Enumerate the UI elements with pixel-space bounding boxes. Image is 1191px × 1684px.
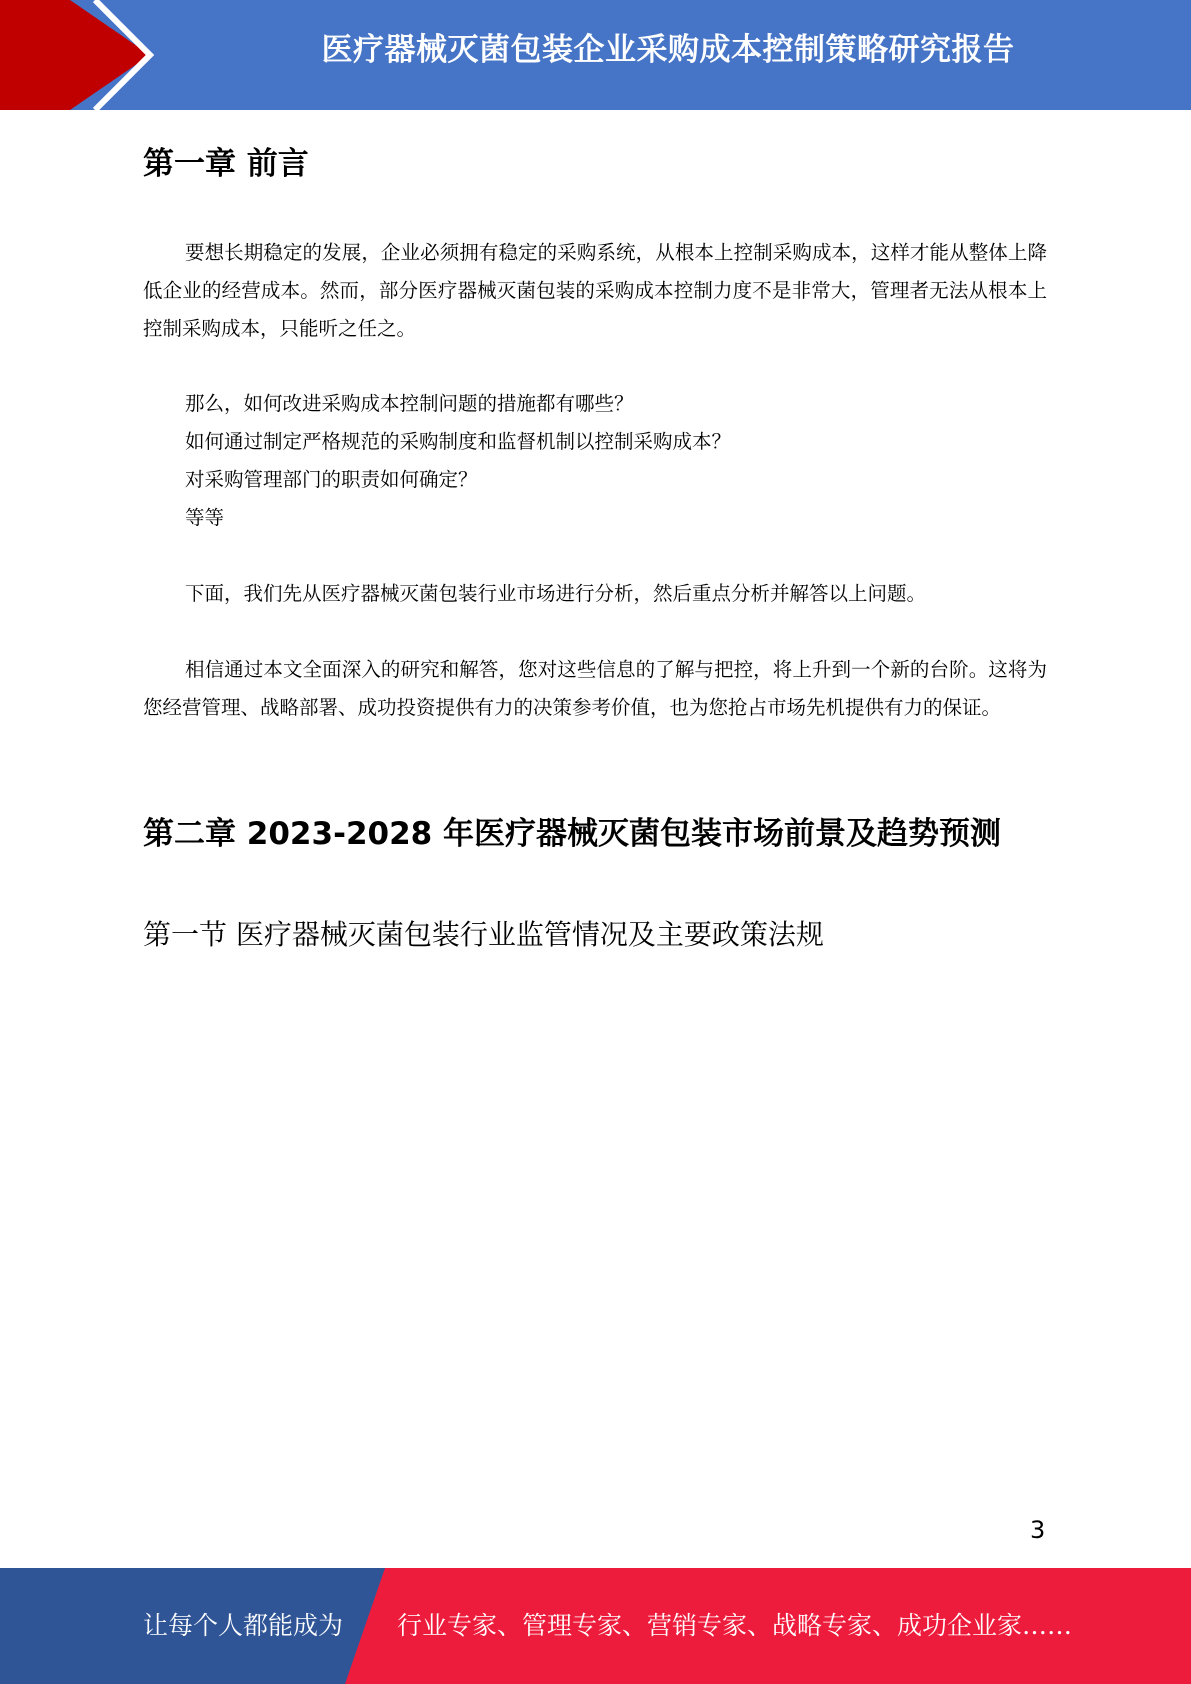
chapter-1-paragraph-3: 相信通过本文全面深入的研究和解答，您对这些信息的了解与把控，将上升到一个新的台阶。这将为您经营管理、战略部署、成功投资提供有力的决策参考价值，也为您抢占市场先机提供有力的保证。 [143, 658, 1047, 719]
chapter-1-heading: 第一章 前言 [143, 146, 309, 182]
page-number: 3 [1030, 1516, 1046, 1544]
chapter-1-paragraph-1: 要想长期稳定的发展，企业必须拥有稳定的采购系统，从根本上控制采购成本，这样才能从整体上降低企业的经营成本。然而，部分医疗器械灭菌包装的采购成本控制力度不是非常大，管理者无法从根本上控制采购成本，只能听之任之。 [143, 241, 1047, 340]
chapter-1-paragraph-2: 下面，我们先从医疗器械灭菌包装行业市场进行分析，然后重点分析并解答以上问题。 [185, 582, 927, 605]
header-arrow-icon [0, 0, 160, 110]
header-banner [0, 0, 1191, 110]
footer-slogan-right: 行业专家、管理专家、营销专家、战略专家、成功企业家…… [397, 1611, 1073, 1640]
footer-banner [0, 1568, 1191, 1684]
question-3: 对采购管理部门的职责如何确定？ [185, 468, 478, 491]
report-title: 医疗器械灭菌包装企业采购成本控制策略研究报告 [321, 32, 1015, 68]
question-2: 如何通过制定严格规范的采购制度和监督机制以控制采购成本？ [185, 430, 732, 453]
chapter-2-heading: 第二章 2023-2028 年医疗器械灭菌包装市场前景及趋势预测 [143, 816, 1002, 852]
footer-slogan-left: 让每个人都能成为 [143, 1611, 344, 1640]
question-etc: 等等 [185, 506, 225, 529]
question-1: 那么，如何改进采购成本控制问题的措施都有哪些？ [185, 392, 634, 415]
section-1-heading: 第一节 医疗器械灭菌包装行业监管情况及主要政策法规 [143, 918, 824, 951]
